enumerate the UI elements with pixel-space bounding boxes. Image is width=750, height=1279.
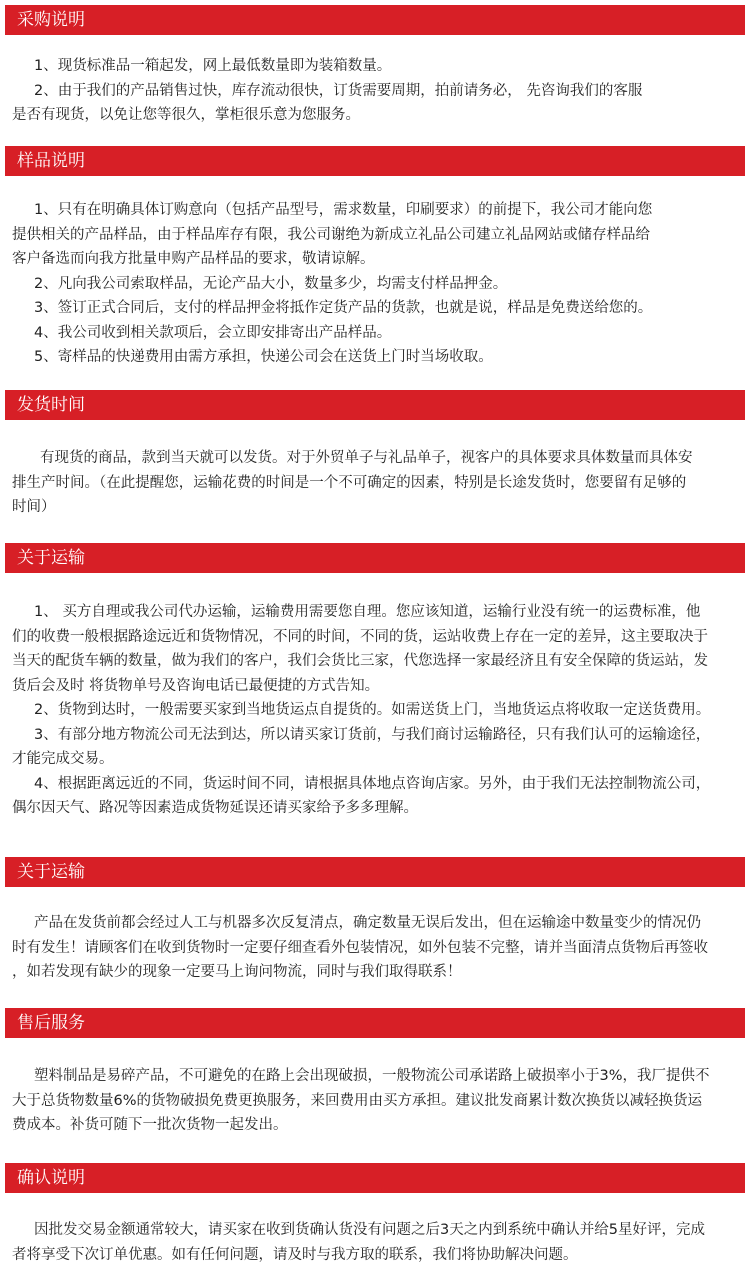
text-line: 们的收费一般根据路途远近和货物情况，不同的时间，不同的货，运站收费上存在一定的差异，这主要取决于 (12, 628, 708, 645)
text-line: 产品在发货前都会经过人工与机器多次反复清点，确定数量无误后发出，但在运输途中数量变少的情况仍 (34, 915, 701, 931)
section-title: 售后服务 (5, 1008, 745, 1038)
text-line: 客户备选而向我方批量申购产品样品的要求，敬请谅解。 (12, 251, 375, 267)
text-line: 是否有现货，以免让您等很久，掌柜很乐意为您服务。 (12, 107, 360, 123)
text-line: 提供相关的产品样品，由于样品库存有限，我公司谢绝为新成立礼品公司建立礼品网站或储存样品给 (12, 226, 650, 243)
section-title: 采购说明 (5, 5, 745, 35)
text-line: 才能完成交易。 (12, 751, 114, 767)
text-line: 费成本。补货可随下一批次货物一起发出。 (12, 1117, 288, 1133)
text-line: 偶尔因天气、路况等因素造成货物延误还请买家给予多多理解。 (12, 800, 418, 816)
section-body (12, 198, 738, 370)
text-line: 时有发生！请顾客们在收到货物时一定要仔细查看外包装情况，如外包装不完整，请并当面清点货物后再签收 (12, 939, 708, 956)
text-line: 排生产时间。（在此提醒您，运输花费的时间是一个不可确定的因素，特别是长途发货时，您要留有足够的 (12, 474, 687, 491)
section-title: 样品说明 (5, 146, 745, 176)
section-body (12, 1218, 738, 1267)
text-line: 1、 买方自理或我公司代办运输，运输费用需要您自理。您应该知道，运输行业没有统一的运费标准，他 (34, 604, 701, 620)
text-line: ，如若发现有缺少的现象一定要马上询问物流，同时与我们取得联系！ (12, 964, 462, 980)
section-body (12, 1064, 738, 1138)
text-line: 货后会及时 将货物单号及咨询电话已最便捷的方式告知。 (12, 677, 380, 694)
section-body (12, 911, 738, 985)
text-line: 因批发交易金额通常较大，请买家在收到货确认货没有问题之后3天之内到系统中确认并给5星好评，完成 (34, 1222, 705, 1238)
section-title: 关于运输 (5, 543, 745, 573)
text-line: 5、寄样品的快递费用由需方承担，快递公司会在送货上门时当场收取。 (34, 349, 493, 365)
text-line: 时间） (12, 499, 56, 515)
text-line: 2、凡向我公司索取样品，无论产品大小，数量多少，均需支付样品押金。 (34, 275, 508, 292)
text-line: 1、只有在明确具体订购意向（包括产品型号，需求数量，印刷要求）的前提下，我公司才能向您 (34, 202, 653, 218)
text-line: 4、我公司收到相关款项后，会立即安排寄出产品样品。 (34, 324, 392, 341)
text-line: 塑料制品是易碎产品，不可避免的在路上会出现破损，一般物流公司承诺路上破损率小于3%，我厂提供不 (34, 1068, 710, 1084)
text-line: 2、货物到达时，一般需要买家到当地货运点自提货的。如需送货上门，当地货运点将收取一定送货费用。 (34, 702, 711, 718)
section-body (12, 600, 738, 821)
text-line: 1、现货标准品一箱起发，网上最低数量即为装箱数量。 (34, 58, 392, 74)
text-line: 者将享受下次订单优惠。如有任何问题，请及时与我方取的联系，我们将协助解决问题。 (12, 1246, 578, 1263)
text-line: 4、根据距离远近的不同，货运时间不同，请根据具体地点咨询店家。另外，由于我们无法控制物流公司， (34, 775, 711, 792)
section-title: 确认说明 (5, 1163, 745, 1193)
text-line: 当天的配货车辆的数量，做为我们的客户，我们会货比三家，代您选择一家最经济且有安全保障的货运站，发 (12, 653, 708, 669)
section-body (12, 54, 738, 128)
text-line: 大于总货物数量6%的货物破损免费更换服务，来回费用由买方承担。建议批发商累计数次换货以减轻换货运 (12, 1092, 702, 1109)
section-title: 关于运输 (5, 857, 745, 887)
section-body (12, 446, 738, 520)
text-line: 有现货的商品，款到当天就可以发货。对于外贸单子与礼品单子，视客户的具体要求具体数量而具体安 (40, 450, 693, 466)
text-line: 3、有部分地方物流公司无法到达，所以请买家订货前，与我们商讨运输路径，只有我们认可的运输途径， (34, 726, 711, 743)
text-line: 3、签订正式合同后，支付的样品押金将抵作定货产品的货款，也就是说，样品是免费送给您的。 (34, 300, 653, 316)
section-title: 发货时间 (5, 390, 745, 420)
text-line: 2、由于我们的产品销售过快，库存流动很快，订货需要周期，拍前请务必， 先咨询我们的客服 (34, 82, 643, 99)
